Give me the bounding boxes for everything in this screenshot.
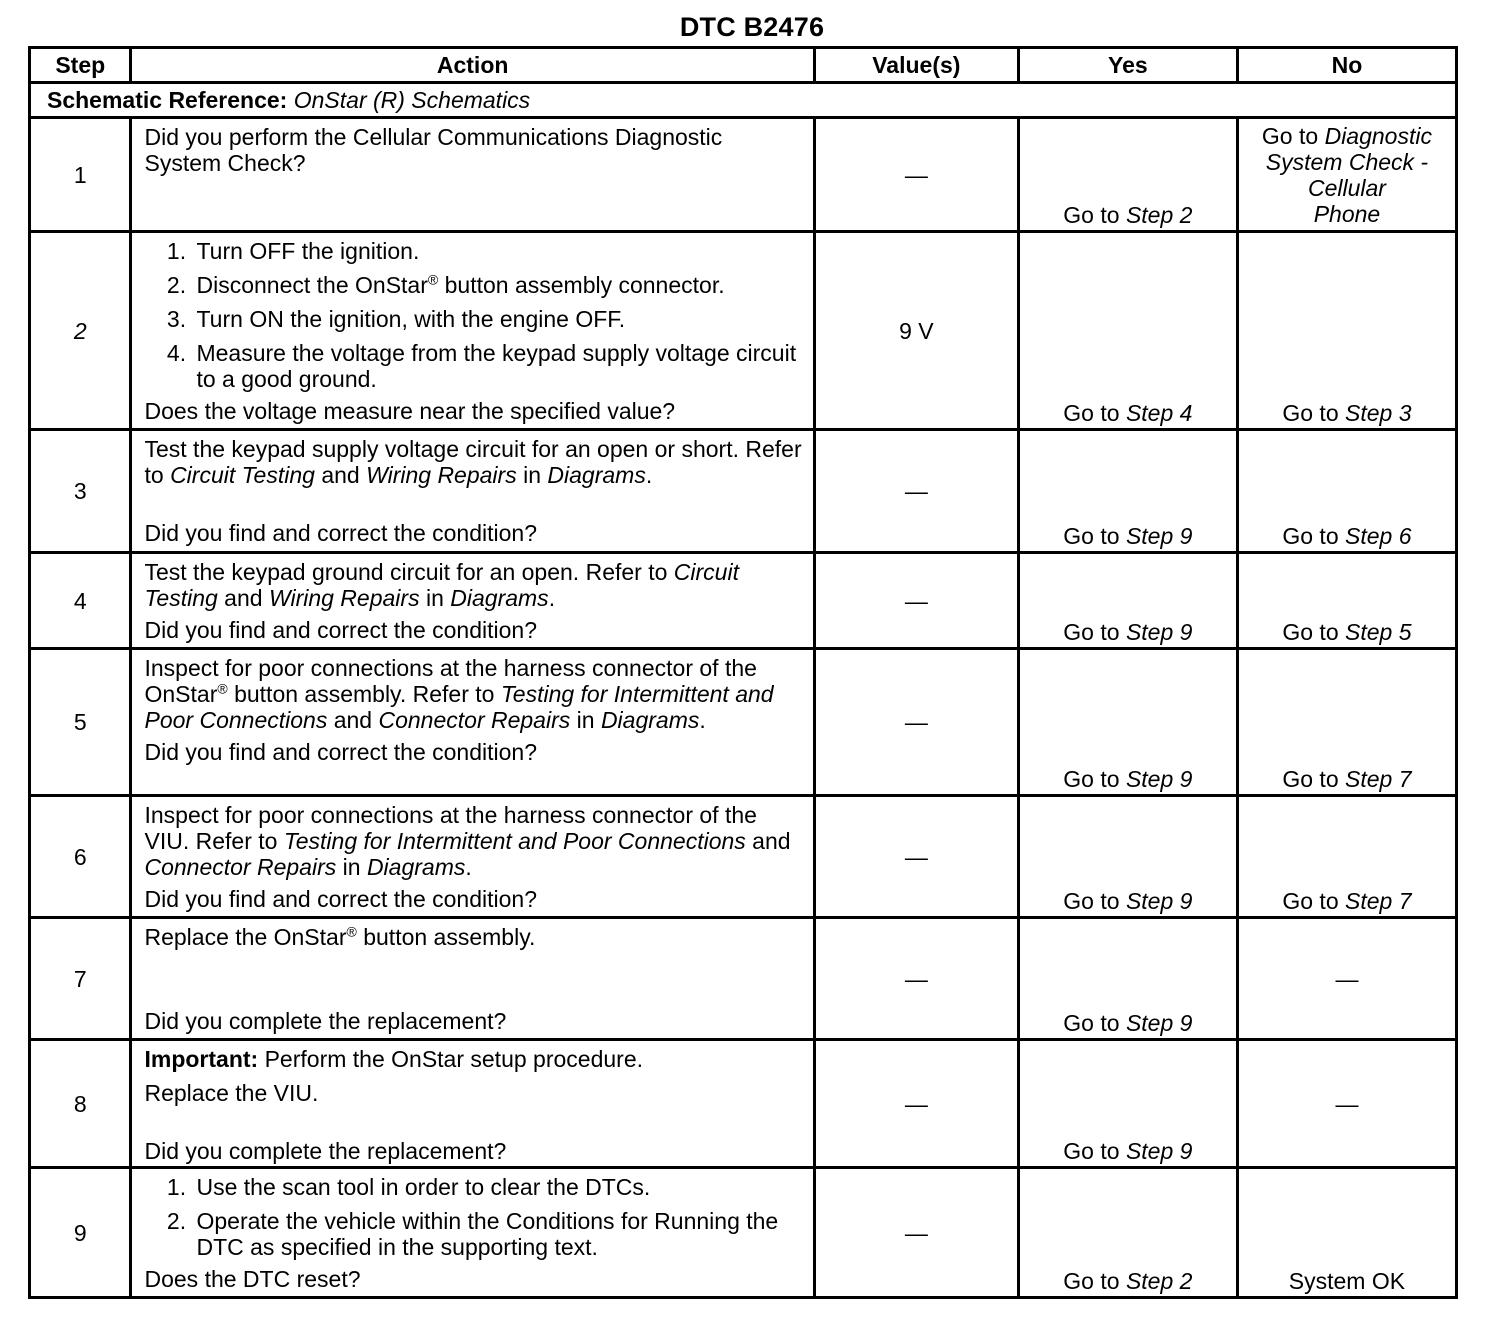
step-number: 2 bbox=[30, 232, 131, 430]
step-number: 9 bbox=[30, 1168, 131, 1298]
action-step: 1. Use the scan tool in order to clear the DTCs. bbox=[192, 1174, 802, 1200]
action-step: 4. Measure the voltage from the keypad supply voltage circuit to a good ground. bbox=[192, 340, 802, 392]
yes-goto[interactable]: Go to Step 9 bbox=[1063, 766, 1193, 792]
no-cell bbox=[1237, 118, 1456, 232]
value-cell: 9 V bbox=[814, 232, 1018, 430]
table-row bbox=[30, 118, 1457, 232]
yes-goto[interactable]: Go to Step 9 bbox=[1063, 1138, 1193, 1164]
no-cell bbox=[1237, 796, 1456, 918]
no-goto[interactable]: Go to Step 3 bbox=[1282, 400, 1412, 426]
important-note: Important: Perform the OnStar setup procedure. bbox=[144, 1046, 644, 1072]
action-question: Did you find and correct the condition? bbox=[144, 886, 538, 912]
header-step: Step bbox=[30, 48, 131, 83]
action-text: Replace the OnStar® button assembly. bbox=[144, 923, 536, 950]
yes-cell bbox=[1018, 1168, 1237, 1298]
action-step: 2. Disconnect the OnStar® button assembly connector. bbox=[192, 272, 802, 298]
action-cell bbox=[131, 430, 814, 553]
action-question: Did you find and correct the condition? bbox=[144, 520, 538, 546]
value-cell: — bbox=[814, 796, 1018, 918]
value-cell: — bbox=[814, 918, 1018, 1040]
table-header-row bbox=[30, 48, 1457, 83]
diagnostic-table bbox=[28, 46, 1458, 1299]
table-row bbox=[30, 918, 1457, 1040]
action-question: Did you complete the replacement? bbox=[144, 1008, 507, 1034]
yes-cell bbox=[1018, 1040, 1237, 1168]
no-cell bbox=[1237, 430, 1456, 553]
value-cell: — bbox=[814, 1040, 1018, 1168]
action-cell bbox=[131, 796, 814, 918]
action-cell bbox=[131, 1040, 814, 1168]
schematic-reference-link[interactable]: OnStar (R) Schematics bbox=[293, 87, 531, 113]
value-cell: — bbox=[814, 430, 1018, 553]
action-question: Did you complete the replacement? bbox=[144, 1138, 507, 1164]
action-text: Test the keypad supply voltage circuit for an open or short. Refer to Circuit Testing and Wiring Repairs in Diagrams. bbox=[144, 436, 802, 488]
value-cell: — bbox=[814, 118, 1018, 232]
table-row bbox=[30, 796, 1457, 918]
no-goto[interactable]: Go to Step 7 bbox=[1282, 766, 1412, 792]
document-title: DTC B2476 bbox=[679, 12, 825, 42]
yes-cell bbox=[1018, 918, 1237, 1040]
yes-cell bbox=[1018, 118, 1237, 232]
step-number: 6 bbox=[30, 796, 131, 918]
action-question: Did you find and correct the condition? bbox=[144, 617, 538, 643]
header-action: Action bbox=[131, 48, 814, 83]
yes-goto[interactable]: Go to Step 9 bbox=[1063, 619, 1193, 645]
no-value: — bbox=[1335, 965, 1359, 992]
action-text: Replace the VIU. bbox=[144, 1080, 319, 1106]
value-cell: — bbox=[814, 649, 1018, 796]
step-number: 1 bbox=[30, 118, 131, 232]
step-number: 7 bbox=[30, 918, 131, 1040]
no-value: — bbox=[1335, 1090, 1359, 1117]
action-steps-list bbox=[144, 1174, 802, 1260]
schematic-reference bbox=[30, 83, 1457, 118]
action-cell bbox=[131, 553, 814, 649]
yes-cell bbox=[1018, 232, 1237, 430]
action-text: Inspect for poor connections at the harness connector of the VIU. Refer to Testing for Intermittent and Poor Connections and Connector Repairs in Diagrams. bbox=[144, 802, 791, 880]
action-question: Did you find and correct the condition? bbox=[144, 739, 538, 765]
yes-goto[interactable]: Go to Step 9 bbox=[1063, 888, 1193, 914]
yes-cell bbox=[1018, 553, 1237, 649]
no-goto[interactable]: Go to Step 5 bbox=[1282, 619, 1412, 645]
action-step: 3. Turn ON the ignition, with the engine OFF. bbox=[192, 306, 802, 332]
action-text: Did you perform the Cellular Communications Diagnostic System Check? bbox=[144, 124, 723, 176]
action-steps-list bbox=[144, 238, 802, 392]
yes-goto[interactable]: Go to Step 2 bbox=[1063, 1268, 1193, 1294]
action-cell bbox=[131, 1168, 814, 1298]
action-step: 1. Turn OFF the ignition. bbox=[192, 238, 802, 264]
schematic-reference-row bbox=[30, 83, 1457, 118]
no-goto[interactable]: Go to Step 6 bbox=[1282, 523, 1412, 549]
yes-cell bbox=[1018, 430, 1237, 553]
no-cell bbox=[1237, 1168, 1456, 1298]
step-number: 8 bbox=[30, 1040, 131, 1168]
table-row bbox=[30, 430, 1457, 553]
yes-goto[interactable]: Go to Step 2 bbox=[1063, 202, 1193, 228]
no-cell bbox=[1237, 649, 1456, 796]
action-text: Inspect for poor connections at the harness connector of the OnStar® button assembly. Refer to Testing for Intermittent and Poor Connections and Connector Repairs in Diagrams. bbox=[144, 655, 774, 733]
table-row bbox=[30, 553, 1457, 649]
action-text: Test the keypad ground circuit for an open. Refer to Circuit Testing and Wiring Repairs in Diagrams. bbox=[144, 559, 739, 611]
action-question: Does the DTC reset? bbox=[144, 1266, 361, 1292]
header-no: No bbox=[1237, 48, 1456, 83]
step-number: 4 bbox=[30, 553, 131, 649]
table-row bbox=[30, 649, 1457, 796]
value-cell: — bbox=[814, 1168, 1018, 1298]
step-number: 5 bbox=[30, 649, 131, 796]
action-cell bbox=[131, 118, 814, 232]
table-row bbox=[30, 1040, 1457, 1168]
header-values: Value(s) bbox=[814, 48, 1018, 83]
action-cell bbox=[131, 232, 814, 430]
yes-goto[interactable]: Go to Step 9 bbox=[1063, 523, 1193, 549]
step-number: 3 bbox=[30, 430, 131, 553]
table-row bbox=[30, 232, 1457, 430]
action-step: 2. Operate the vehicle within the Conditions for Running the DTC as specified in the supporting text. bbox=[192, 1208, 802, 1260]
table-row bbox=[30, 1168, 1457, 1298]
no-goto[interactable]: Go to Diagnostic System Check - Cellular Phone bbox=[1261, 123, 1432, 227]
action-cell bbox=[131, 649, 814, 796]
no-cell bbox=[1237, 1040, 1456, 1168]
schematic-reference-label: Schematic Reference: bbox=[47, 87, 288, 113]
action-cell bbox=[131, 918, 814, 1040]
yes-goto[interactable]: Go to Step 4 bbox=[1063, 400, 1193, 426]
no-cell bbox=[1237, 232, 1456, 430]
no-cell bbox=[1237, 918, 1456, 1040]
yes-cell bbox=[1018, 649, 1237, 796]
no-result: System OK bbox=[1288, 1268, 1406, 1294]
yes-cell bbox=[1018, 796, 1237, 918]
yes-goto[interactable]: Go to Step 9 bbox=[1063, 1010, 1193, 1036]
action-question: Does the voltage measure near the specified value? bbox=[144, 398, 676, 424]
header-yes: Yes bbox=[1018, 48, 1237, 83]
no-goto[interactable]: Go to Step 7 bbox=[1282, 888, 1412, 914]
no-cell bbox=[1237, 553, 1456, 649]
value-cell: — bbox=[814, 553, 1018, 649]
